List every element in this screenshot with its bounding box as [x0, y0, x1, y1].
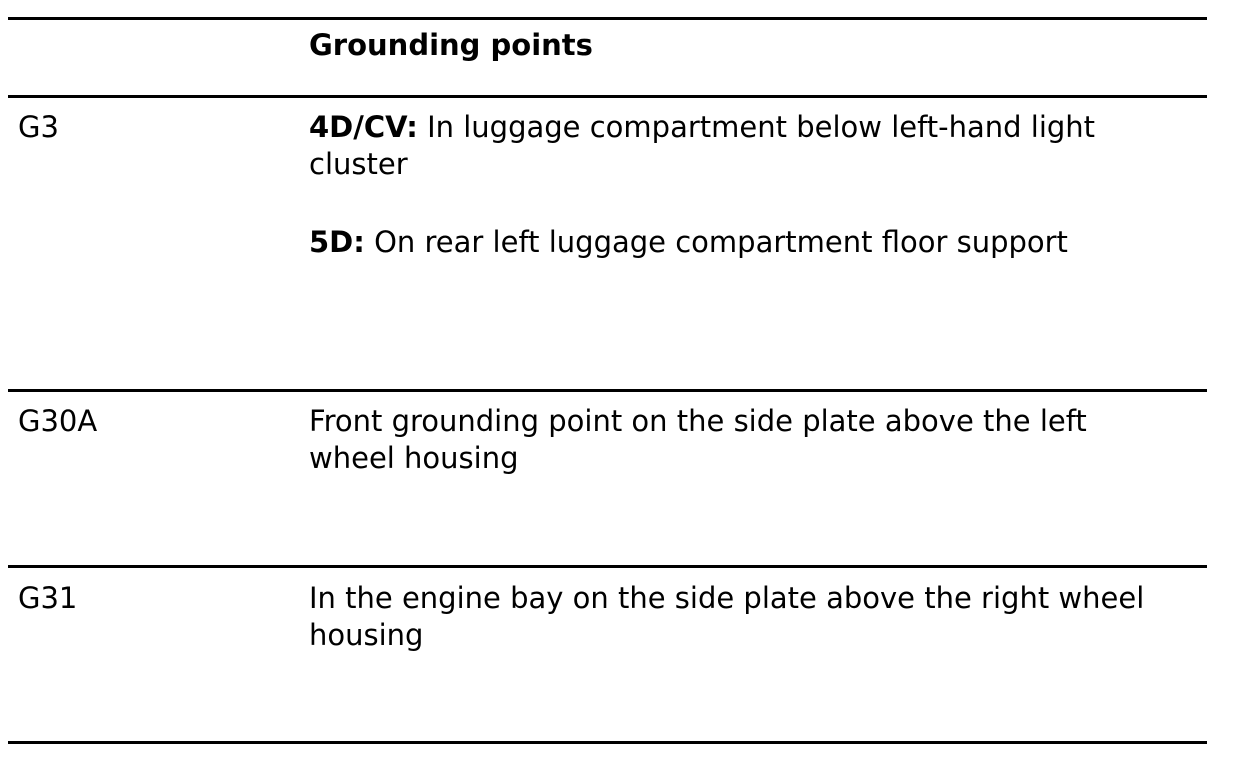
row-g3-entry-4dcv-line-1 — [309, 109, 1095, 146]
header-bottom-rule — [8, 95, 1207, 98]
row-g3-entry-5d-text: On rear left luggage compartment floor support — [364, 225, 1068, 259]
row-g30a-bottom-rule — [8, 565, 1207, 568]
row-g3-code: G3 — [18, 110, 59, 144]
row-g30a-text-2: wheel housing — [309, 441, 519, 475]
row-g3-entry-4dcv-text-1: In luggage compartment below left-hand light — [417, 110, 1096, 144]
table-top-rule — [8, 17, 1207, 20]
row-g31-code: G31 — [18, 581, 78, 615]
row-g30a-text-1: Front grounding point on the side plate above the left — [309, 404, 1087, 438]
row-g30a-code: G30A — [18, 404, 98, 438]
row-g3-entry-5d-label: 5D: — [309, 225, 365, 259]
table-header-title: Grounding points — [309, 28, 593, 62]
row-g3-entry-4dcv-label: 4D/CV: — [309, 110, 418, 144]
table-bottom-rule — [8, 741, 1207, 744]
row-g30a-description — [309, 403, 1087, 477]
row-g31-text-2: housing — [309, 618, 424, 652]
row-g3-entry-4dcv-text-2: cluster — [309, 147, 408, 181]
row-g3-description — [309, 109, 1095, 183]
row-g31-text-1: In the engine bay on the side plate above the right wheel — [309, 581, 1145, 615]
row-g3-bottom-rule — [8, 389, 1207, 392]
row-g31-description — [309, 580, 1144, 654]
row-g3-entry-5d — [309, 224, 1068, 261]
